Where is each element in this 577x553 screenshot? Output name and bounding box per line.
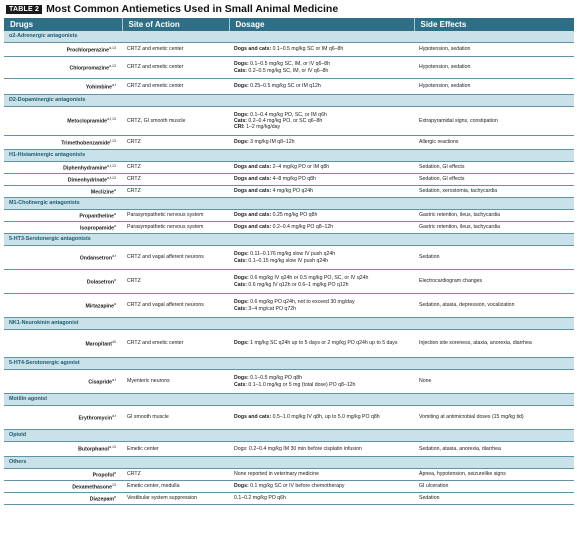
dosage-species: Dogs and cats:: [234, 212, 272, 219]
dosage-cell: [229, 481, 414, 493]
drug-cell: [4, 493, 122, 505]
site-cell: CRTZ: [122, 469, 229, 481]
dosage-line: [234, 83, 409, 89]
dosage-cell: [229, 174, 414, 186]
table-row: [4, 481, 574, 493]
dosage-line: [234, 46, 409, 52]
dosage-line: [234, 139, 409, 145]
drug-reference: a,f,13: [107, 175, 116, 180]
drug-reference: a: [114, 301, 116, 306]
section-row: [4, 198, 574, 210]
dosage-species: Dogs:: [234, 83, 249, 90]
drug-reference: a: [114, 470, 116, 475]
dosage-cell: [229, 469, 414, 481]
dosage-species: Dogs and cats:: [234, 188, 272, 195]
table-row: [4, 43, 574, 57]
dosage-species: Dogs:: [234, 375, 249, 382]
drug-reference: f,13: [110, 138, 116, 143]
site-cell: CRTZ: [122, 174, 229, 186]
dosage-text: 0.25–0.5 mg/kg SC or IM q12h: [248, 83, 321, 90]
dosage-text: 0.1–0.5 mg/kg SC or IM q6–8h: [271, 46, 344, 53]
drug-name: Erythromycin: [78, 415, 112, 422]
dosage-species: Dogs:: [234, 483, 249, 490]
section-label: Motilin agonist: [4, 394, 574, 406]
dosage-line: [234, 188, 409, 194]
drug-cell: [4, 246, 122, 270]
header-site: Site of Action: [122, 18, 229, 31]
section-label: M1-Cholinergic antagonists: [4, 198, 574, 210]
drug-name: Diphenhydramine: [63, 165, 107, 172]
dosage-text: 0.2–0.5 mg/kg SC, IM, or IV q6–8h: [246, 67, 329, 74]
drug-reference: a,f: [112, 413, 116, 418]
drug-name: Diazepam: [89, 496, 114, 503]
section-row: [4, 457, 574, 469]
dosage-text: 0.1–0.15 mg/kg slow IV push q24h: [246, 257, 329, 264]
dosage-cell: [229, 43, 414, 57]
drug-name: Dexamethasone: [72, 484, 112, 491]
header-row: [4, 18, 574, 31]
drug-reference: a,f,13: [107, 163, 116, 168]
dosage-line: [234, 124, 409, 130]
side-effects-cell: Extrapyramidal signs, constipation: [414, 107, 574, 136]
site-cell: CRTZ and vagal afferent neurons: [122, 246, 229, 270]
dosage-cell: [229, 493, 414, 505]
drug-cell: [4, 162, 122, 174]
drug-cell: [4, 79, 122, 95]
site-cell: Parasympathetic nervous system: [122, 222, 229, 234]
section-row: [4, 150, 574, 162]
dosage-cell: [229, 222, 414, 234]
drug-cell: [4, 186, 122, 198]
dosage-cell: [229, 442, 414, 457]
side-effects-cell: Sedation: [414, 493, 574, 505]
drug-name: Metoclopramide: [67, 119, 107, 126]
site-cell: Myenteric neurons: [122, 370, 229, 394]
drug-reference: a,13: [109, 45, 116, 50]
section-row: [4, 358, 574, 370]
dosage-text: 1–2 mg/kg/day: [244, 124, 281, 131]
side-effects-cell: Sedation, ataxia, anorexia, diarrhea: [414, 442, 574, 457]
dosage-text: 4–8 mg/kg PO q8h: [271, 176, 316, 183]
dosage-text: 0.1–1.0 mg/kg or 5 mg (total dose) PO q8–12h: [246, 381, 356, 388]
section-row: [4, 95, 574, 107]
dosage-text: 0.25 mg/kg PO q8h: [271, 212, 318, 219]
table-body: [4, 31, 574, 505]
dosage-text: 0.6 mg/kg IV q12h or 0.6–1 mg/kg PO q12h: [246, 281, 349, 288]
dosage-cell: [229, 186, 414, 198]
table-badge: TABLE 2: [6, 5, 42, 14]
dosage-text: 0.1–0.2 mg/kg PO q6h: [234, 495, 286, 502]
drug-reference: a,f: [112, 253, 116, 258]
drug-name: Ondansetron: [79, 255, 112, 262]
drug-cell: [4, 136, 122, 150]
side-effects-cell: Sedation, GI effects: [414, 174, 574, 186]
table-row: [4, 246, 574, 270]
table-row: [4, 162, 574, 174]
dosage-species: Cats:: [234, 257, 247, 264]
dosage-cell: [229, 294, 414, 318]
side-effects-cell: Sedation, GI effects: [414, 162, 574, 174]
dosage-species: Cats:: [234, 117, 247, 124]
drug-cell: [4, 57, 122, 79]
drug-reference: a,13: [109, 445, 116, 450]
dosage-cell: [229, 406, 414, 430]
dosage-species: Dogs and cats:: [234, 164, 272, 171]
drug-name: Maropitant: [85, 341, 112, 348]
side-effects-cell: Gastric retention, ileus, tachycardia: [414, 210, 574, 222]
dosage-species: Dogs and cats:: [234, 224, 272, 231]
side-effects-cell: Gastric retention, ileus, tachycardia: [414, 222, 574, 234]
table-row: [4, 222, 574, 234]
site-cell: CRTZ: [122, 136, 229, 150]
drug-cell: [4, 270, 122, 294]
drug-reference: a: [114, 277, 116, 282]
drug-name: Cisapride: [88, 379, 112, 386]
section-row: [4, 31, 574, 43]
dosage-text: 0.6 mg/kg PO q24h, not to exceed 30 mg/day: [248, 299, 355, 306]
drug-reference: a,13: [109, 63, 116, 68]
drug-reference: a,f: [112, 82, 116, 87]
table-row: [4, 370, 574, 394]
dosage-species: Dogs:: [234, 275, 249, 282]
drug-name: Propantheline: [79, 213, 114, 220]
dosage-species: Cats:: [234, 67, 247, 74]
dosage-text: 0.6 mg/kg IV q24h or 0.5 mg/kg PO, SC, or IV q24h: [248, 275, 369, 282]
dosage-species: CRI:: [234, 124, 245, 131]
drug-name: Meclizine: [90, 189, 114, 196]
dosage-species: Dogs and cats:: [234, 46, 272, 53]
dosage-text: Dogs: 0.2–0.4 mg/kg IM 30 min before cisplatin infusion: [234, 445, 362, 452]
site-cell: CRTZ and emetic center: [122, 43, 229, 57]
table-row: [4, 294, 574, 318]
dosage-cell: [229, 57, 414, 79]
drug-cell: [4, 330, 122, 358]
section-row: [4, 430, 574, 442]
drug-reference: 40: [112, 339, 116, 344]
dosage-cell: [229, 136, 414, 150]
table-row: [4, 174, 574, 186]
table-row: [4, 406, 574, 430]
section-label: Others: [4, 457, 574, 469]
table-row: [4, 493, 574, 505]
dosage-species: Dogs:: [234, 111, 249, 118]
side-effects-cell: Hypotension, sedation: [414, 57, 574, 79]
side-effects-cell: Apnea, hypotension, seizurelike signs: [414, 469, 574, 481]
dosage-species: Dogs:: [234, 340, 249, 347]
drug-cell: [4, 406, 122, 430]
dosage-text: 0.11–0.176 mg/kg slow IV push q24h: [248, 251, 336, 258]
dosage-line: [234, 68, 409, 74]
site-cell: Vestibular system suppression: [122, 493, 229, 505]
section-label: 5-HT4-Serotonergic agonist: [4, 358, 574, 370]
site-cell: GI smooth muscle: [122, 406, 229, 430]
site-cell: CRTZ and vagal afferent neurons: [122, 294, 229, 318]
drug-cell: [4, 442, 122, 457]
drug-reference: a: [114, 223, 116, 228]
section-row: [4, 394, 574, 406]
side-effects-cell: Hypotension, sedation: [414, 43, 574, 57]
dosage-cell: [229, 330, 414, 358]
dosage-species: Cats:: [234, 381, 247, 388]
dosage-text: 0.5–1.0 mg/kg IV q8h, up to 5.0 mg/kg PO q8h: [271, 414, 380, 421]
drug-name: Dolasetron: [86, 279, 114, 286]
dosage-line: [234, 306, 409, 312]
site-cell: CRTZ, GI smooth muscle: [122, 107, 229, 136]
side-effects-cell: Hypotension, sedation: [414, 79, 574, 95]
section-label: D2-Dopaminergic antagonists: [4, 95, 574, 107]
dosage-text: 3 mg/kg IM q8–12h: [248, 139, 295, 146]
dosage-text: 2–4 mg/kg PO or IM q8h: [271, 164, 330, 171]
section-label: α2-Adrenergic antagonists: [4, 31, 574, 43]
dosage-cell: [229, 270, 414, 294]
table-title: [0, 0, 577, 18]
table-row: [4, 469, 574, 481]
dosage-line: [234, 471, 409, 477]
site-cell: CRTZ and emetic center: [122, 57, 229, 79]
dosage-line: [234, 176, 409, 182]
table-row: [4, 186, 574, 198]
table-row: [4, 136, 574, 150]
side-effects-cell: Vomiting at antimicrobial doses (15 mg/kg tid): [414, 406, 574, 430]
site-cell: CRTZ: [122, 270, 229, 294]
section-label: Opioid: [4, 430, 574, 442]
dosage-cell: [229, 246, 414, 270]
table-row: [4, 442, 574, 457]
dosage-species: Cats:: [234, 305, 247, 312]
header-side-effects: Side Effects: [414, 18, 574, 31]
drug-name: Propofol: [92, 472, 114, 479]
dosage-line: [234, 258, 409, 264]
site-cell: CRTZ: [122, 162, 229, 174]
drug-reference: a: [114, 187, 116, 192]
drug-reference: a: [114, 211, 116, 216]
dosage-line: [234, 382, 409, 388]
dosage-line: [234, 446, 409, 452]
dosage-line: [234, 212, 409, 218]
site-cell: Parasympathetic nervous system: [122, 210, 229, 222]
side-effects-cell: Sedation, ataxia, depression, vocalization: [414, 294, 574, 318]
drug-reference: a,f: [112, 377, 116, 382]
drug-cell: [4, 370, 122, 394]
dosage-species: Cats:: [234, 281, 247, 288]
section-label: 5-HT3-Serotonergic antagonists: [4, 234, 574, 246]
dosage-line: [234, 340, 409, 346]
side-effects-cell: Electrocardiogram changes: [414, 270, 574, 294]
dosage-text: 0.1–0.5 mg/kg PO q8h: [248, 375, 303, 382]
dosage-species: Dogs:: [234, 251, 249, 258]
header-dosage: Dosage: [229, 18, 414, 31]
dosage-text: 3–4 mg/cat PO q72h: [246, 305, 297, 312]
dosage-line: [234, 495, 409, 501]
dosage-cell: [229, 79, 414, 95]
dosage-species: Dogs and cats:: [234, 176, 272, 183]
header-drugs: Drugs: [4, 18, 122, 31]
drug-reference: a: [114, 494, 116, 499]
dosage-line: [234, 282, 409, 288]
table-row: [4, 79, 574, 95]
dosage-line: [234, 414, 409, 420]
side-effects-cell: Injection site soreness, ataxia, anorexia, diarrhea: [414, 330, 574, 358]
drug-cell: [4, 210, 122, 222]
dosage-line: [234, 164, 409, 170]
drug-name: Mirtazapine: [85, 303, 114, 310]
dosage-line: [234, 224, 409, 230]
dosage-text: None reported in veterinary medicine: [234, 471, 320, 478]
dosage-species: Dogs:: [234, 299, 249, 306]
dosage-text: 0.1–0.5 mg/kg SC, IM, or IV q6–8h: [248, 61, 331, 68]
dosage-text: 0.1–0.4 mg/kg PO, SC, or IM q6h: [248, 111, 327, 118]
antiemetics-table: [4, 18, 574, 505]
drug-name: Yohimbine: [85, 84, 112, 91]
site-cell: Emetic center: [122, 442, 229, 457]
drug-reference: a,f,13: [107, 117, 116, 122]
table-row: [4, 107, 574, 136]
drug-name: Chlorpromazine: [69, 65, 109, 72]
drug-cell: [4, 43, 122, 57]
drug-cell: [4, 222, 122, 234]
drug-cell: [4, 107, 122, 136]
drug-cell: [4, 174, 122, 186]
side-effects-cell: GI ulceration: [414, 481, 574, 493]
dosage-text: 4 mg/kg PO q24h: [271, 188, 313, 195]
table-row: [4, 57, 574, 79]
drug-cell: [4, 294, 122, 318]
dosage-text: 0.1 mg/kg SC or IV before chemotherapy: [248, 483, 345, 490]
dosage-species: Dogs:: [234, 139, 249, 146]
section-label: H1-Histaminergic antagonists: [4, 150, 574, 162]
section-row: [4, 234, 574, 246]
drug-name: Isopropamide: [79, 225, 114, 232]
side-effects-cell: Sedation: [414, 246, 574, 270]
side-effects-cell: Allergic reactions: [414, 136, 574, 150]
dosage-species: Dogs and cats:: [234, 414, 272, 421]
section-row: [4, 318, 574, 330]
drug-name: Dimenhydrinate: [67, 177, 107, 184]
site-cell: CRTZ and emetic center: [122, 330, 229, 358]
drug-name: Prochlorperazine: [66, 47, 109, 54]
table-title-text: Most Common Antiemetics Used in Small Animal Medicine: [46, 3, 339, 15]
dosage-cell: [229, 107, 414, 136]
site-cell: CRTZ and emetic center: [122, 79, 229, 95]
side-effects-cell: Sedation, xerostomia, tachycardia: [414, 186, 574, 198]
dosage-cell: [229, 162, 414, 174]
table-row: [4, 330, 574, 358]
table-row: [4, 210, 574, 222]
dosage-cell: [229, 210, 414, 222]
dosage-cell: [229, 370, 414, 394]
drug-cell: [4, 481, 122, 493]
drug-reference: 13: [112, 482, 116, 487]
site-cell: Emetic center, medulla: [122, 481, 229, 493]
site-cell: CRTZ: [122, 186, 229, 198]
dosage-text: 0.2–0.4 mg/kg PO, or SC q6–8h: [246, 117, 323, 124]
drug-name: Butorphanol: [78, 447, 109, 454]
dosage-species: Dogs:: [234, 61, 249, 68]
dosage-text: 0.2–0.4 mg/kg PO q8–12h: [271, 224, 334, 231]
dosage-text: 1 mg/kg SC q24h up to 5 days or 2 mg/kg PO q24h up to 5 days: [248, 340, 398, 347]
drug-cell: [4, 469, 122, 481]
section-label: NK1-Neurokinin antagonist: [4, 318, 574, 330]
drug-name: Trimethobenzamide: [61, 140, 110, 147]
dosage-line: [234, 483, 409, 489]
table-row: [4, 270, 574, 294]
side-effects-cell: None: [414, 370, 574, 394]
